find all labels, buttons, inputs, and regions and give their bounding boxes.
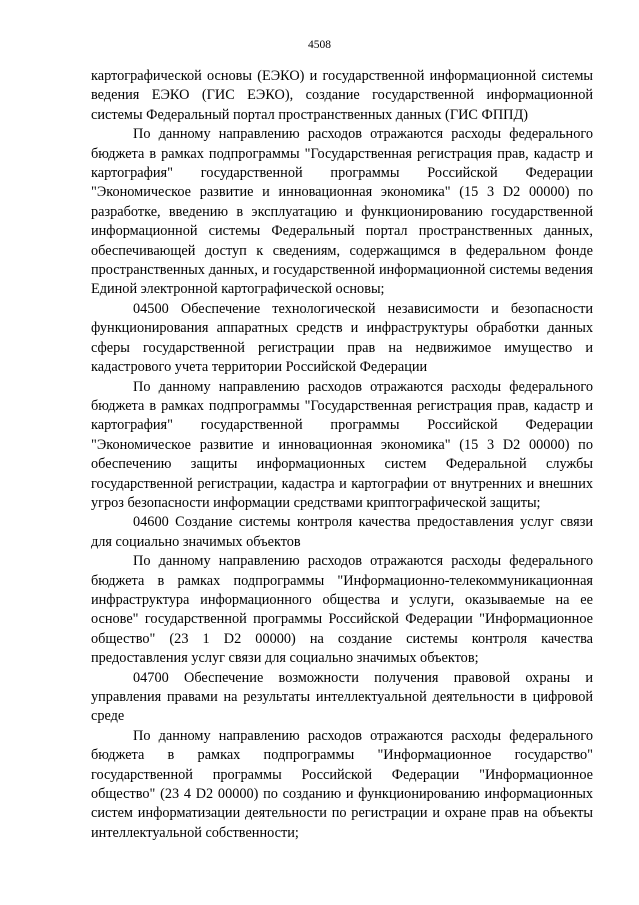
- document-body: [91, 67, 593, 843]
- paragraph-description: По данному направлению расходов отражаются расходы федерального бюджета в рамках подпрограммы "Государственная регистрация прав, кадастр и картография" государственной программы Российской Федерации "Экономическое развитие и инновационная экономика" (15 3 D2 00000) по обеспечению защиты информационных систем Федеральной службы государственной регистрации, кадастра и картографии от внутренних и внешних угроз безопасности информации средствами криптографической защиты;: [91, 378, 593, 511]
- paragraph-description: По данному направлению расходов отражаются расходы федерального бюджета в рамках подпрограммы "Информационное государство" государственной программы Российской Федерации "Информационное общество" (23 4 D2 00000) по созданию и функционированию информационных систем информатизации деятельности по регистрации и охране прав на объекты интеллектуальной собственности;: [91, 727, 593, 841]
- paragraph-code-04600: 04600 Создание системы контроля качества предоставления услуг связи для социально значимых объектов: [91, 514, 593, 550]
- paragraph-code-04500: 04500 Обеспечение технологической независимости и безопасности функционирования аппаратных средств и инфраструктуры обработки данных сферы государственной регистрации прав на недвижимое имущество и кадастрового учета территории Российской Федерации: [91, 300, 593, 376]
- paragraph-code-04700: 04700 Обеспечение возможности получения правовой охраны и управления правами на результаты интеллектуальной деятельности в цифровой среде: [91, 669, 593, 725]
- paragraph-continuation: картографической основы (ЕЭКО) и государственной информационной системы ведения ЕЭКО (ГИС ЕЭКО), создание государственной информационной системы Федеральный портал пространственных данных (ГИС ФППД): [91, 68, 593, 123]
- paragraph-description: По данному направлению расходов отражаются расходы федерального бюджета в рамках подпрограммы "Информационно-телекоммуникационная инфраструктура информационного общества и услуги, оказываемые на ее основе" государственной программы Российской Федерации "Информационное общество" (23 1 D2 00000) на создание системы контроля качества предоставления услуг связи для социально значимых объектов;: [91, 553, 593, 667]
- page-number: 4508: [308, 39, 331, 51]
- paragraph-description: По данному направлению расходов отражаются расходы федерального бюджета в рамках подпрограммы "Государственная регистрация прав, кадастр и картография" государственной программы Российской Федерации "Экономическое развитие и инновационная экономика" (15 3 D2 00000) по разработке, введению в эксплуатацию и функционированию государственной информационной системы Федеральный портал пространственных данных, обеспечивающей доступ к сведениям, содержащимся в федеральном фонде пространственных данных, и государственной информационной системы ведения Единой электронной картографической основы;: [91, 126, 593, 298]
